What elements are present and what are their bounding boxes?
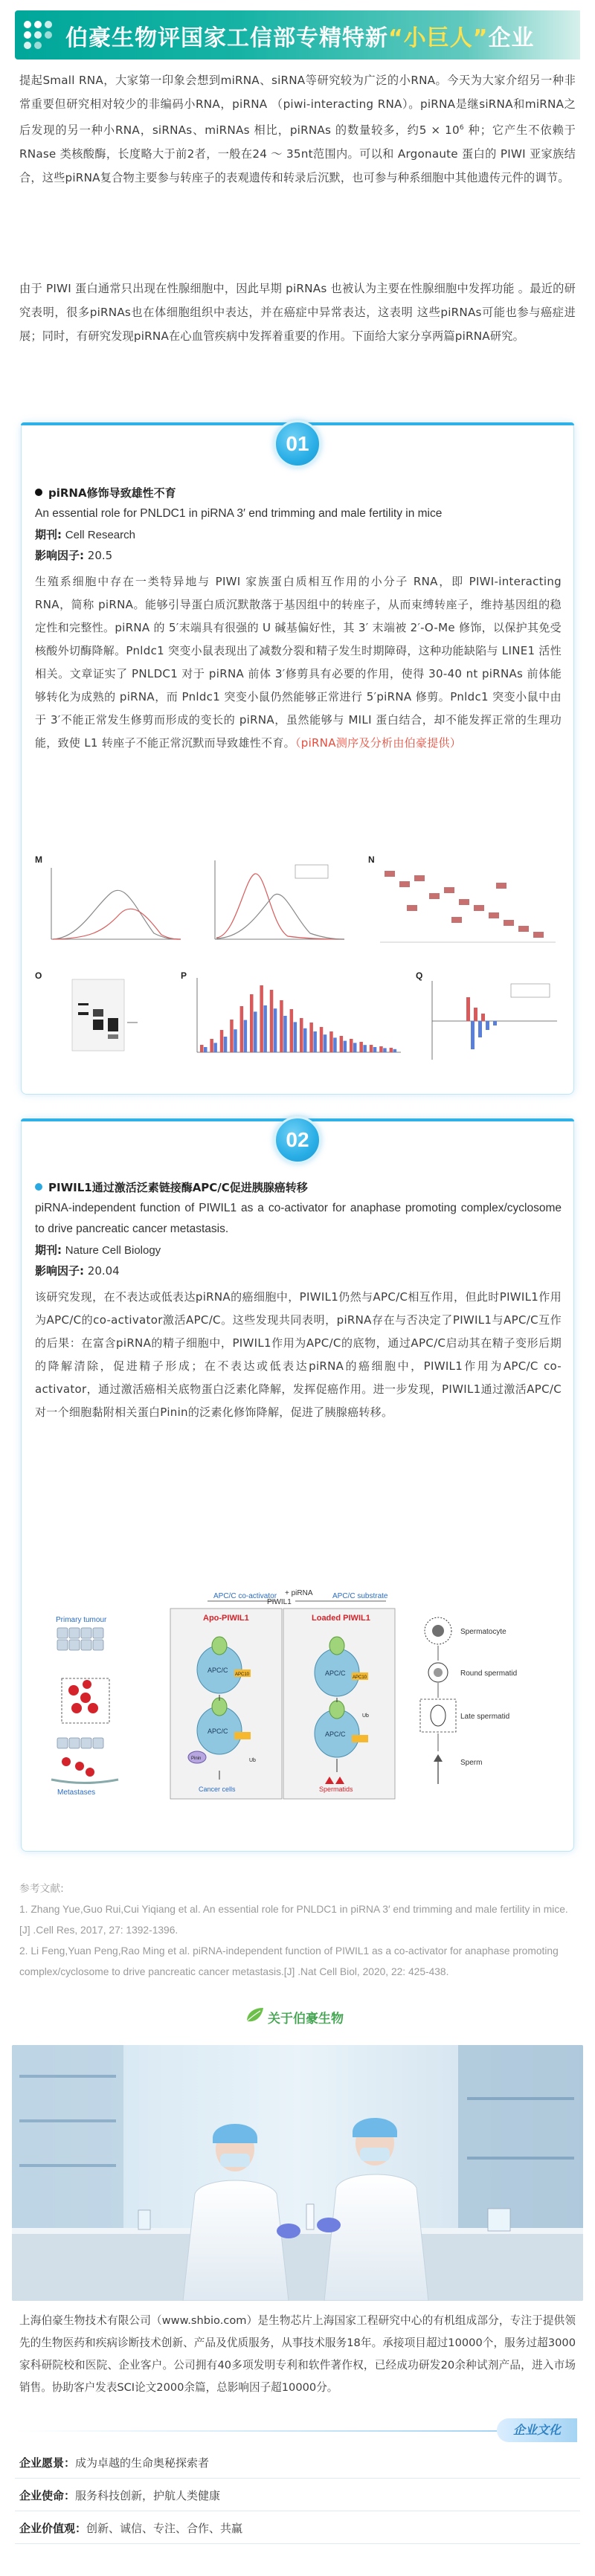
histogram-bar [263,1005,267,1052]
histogram-bar [359,1042,363,1052]
culture-separator [15,2478,580,2479]
histogram-bar [260,985,263,1052]
histogram-bar [230,1020,234,1052]
histogram-bar [309,1023,313,1052]
histogram-bar [270,990,274,1052]
article-card-1 [21,422,574,1095]
label-spermatids: Spermatids [319,1786,353,1793]
label-metastases: Metastases [57,1788,96,1797]
histogram-bar [379,1046,383,1052]
svg-text:Ub: Ub [362,1713,369,1719]
histogram-bar [390,1048,393,1052]
bullet-icon [35,1183,42,1191]
article-english-title: An essential role for PNLDC1 in piRNA 3′ end trimming and male fertility in mice [35,507,443,520]
histogram-bar [220,1030,224,1052]
label-apc-coactivator: APC/C co-activator [213,1592,277,1600]
histogram-bar [363,1045,367,1052]
references-title: 参考文献: [19,1883,64,1895]
svg-text:APC/C: APC/C [325,1730,346,1738]
panel-m-chart [42,862,184,951]
bullet-icon [35,489,42,496]
article-number-badge: 02 [274,1116,321,1164]
histogram-bar [294,1022,298,1052]
article-body: 该研究发现，在不表达或低表达piRNA的癌细胞中，PIWIL1仍然与APC/C相互作用，但此时PIWIL1作用为APC/C的co-activator激活APC/C。这些发现共同表明，piRNA存在与否决定了PIWIL1与APC/C互作的后果：在富含piRNA的精子细胞中，PIWIL1作用为APC/C的底物，通过APC/C启动其在精子变形后期的降解清除，促进精子形成；在不表达或低表达piRNA的癌细胞中，PIWIL1作用为APC/C co-activator，通过激活癌相关底物蛋白泛素化降解，发挥促癌作用。进一步发现，PIWIL1通过激活APC/C对一个细胞黏附相关蛋白Pinin的泛素化修饰降解，促进了胰腺癌转移。 [35,1290,562,1419]
panel-label-q: Q [416,970,423,981]
svg-text:APC10: APC10 [235,1672,250,1677]
header-banner [15,10,580,59]
reference-item-2: 2. Li Feng,Yuan Peng,Rao Ming et al. piRNA-independent function of PIWIL1 as a co-activator for anaphase promoting complex/cyclosome to drive pancreatic cancer metastasis.[J] .Nat Cell Biol, 2020, 22: 425-438. [19,1945,559,1977]
article-title: piRNA修饰导致雄性不育 [35,483,562,503]
histogram-bar [204,1047,208,1052]
reference-item-1: 1. Zhang Yue,Guo Rui,Cui Yiqiang et al. An essential role for PNLDC1 in piRNA 3′ end trimming and male fertility in mice.[J] .Cell Res, 2017, 27: 1392-1396. [19,1904,568,1936]
article-card-2 [21,1118,574,1852]
label-spermatocyte: Spermatocyte [460,1628,506,1636]
article-english-title: piRNA-independent function of PIWIL1 as a co-activator for anaphase promoting complex/cyclosome to drive pancreatic cancer metastasis. [35,1202,562,1235]
label-loaded-piwil1: Loaded PIWIL1 [312,1614,370,1623]
histogram-bar [353,1043,357,1052]
svg-text:Ub: Ub [249,1758,256,1763]
panel-n-chart [377,860,559,950]
histogram-bar [303,1028,307,1052]
histogram-bar [200,1045,204,1052]
label-pirna: + piRNA [285,1589,313,1597]
culture-row-vision: 企业愿景：成为卓越的生命奥秘探索者 [19,2456,210,2470]
journal-line: 期刊: Cell Research [35,528,135,541]
histogram-bar [240,1006,244,1052]
article-body: 生殖系细胞中存在一类特异地与 PIWI 家族蛋白质相互作用的小分子 RNA，即 PIWI-interacting RNA，简称 piRNA。能够引导蛋白质沉默散落于基因组中的转座子，从而束缚转座子，维持基因组的稳定性和完整性。piRNA 的 5′末端具有很强的 U 碱基偏好性，其 3′ 末端被 2′-O-Me 修饰，以保护其免受核酸外切酶降解。Pnldc1 突变小鼠表现出了减数分裂和精子发生时期障碍，这种功能缺陷与 LINE1 活性相关。文章证实了 PNLDC1 对于 piRNA 前体 3′修剪具有必要的作用，使得 30-40 nt piRNAs 前体能够转化为成熟的 piRNA，而 Pnldc1 突变小鼠仍然能够正常进行 5′piRNA 修剪。Pnldc1 突变小鼠中由于 3′不能正常发生修剪而形成的变长的 piRNA，虽然能够与 MILI 蛋白结合，却不能发挥正常的生理功能，致使 L1 转座子不能正常沉默而导致雄性不育。（piRNA测序及分析由伯豪提供） [35,575,562,750]
panel-m2-chart [206,854,347,951]
impact-factor-line: 影响因子: 20.5 [35,549,113,562]
histogram-bar [333,1037,337,1052]
svg-text:Pinin: Pinin [191,1756,202,1761]
label-apc-substrate: APC/C substrate [332,1592,388,1600]
lab-photo [12,2045,583,2301]
article-number-badge: 01 [274,420,321,468]
histogram-bar [250,994,254,1052]
histogram-bar [234,1029,237,1052]
impact-factor-line: 影响因子: 20.04 [35,1264,120,1278]
panel-label-p: P [181,970,187,981]
culture-row-mission: 企业使命：服务科技创新，护航人类健康 [19,2489,221,2502]
svg-text:APC/C: APC/C [208,1727,228,1735]
about-header [0,2003,595,2030]
histogram-bar [313,1031,317,1052]
source-note: （piRNA测序及分析由伯豪提供） [295,736,462,750]
histogram-bar [244,1020,248,1052]
intro-paragraph-1: 提起Small RNA，大家第一印象会想到miRNA、siRNA等研究较为广泛的小RNA。今天为大家介绍另一种非常重要但研究相对较少的非编码小RNA，piRNA （piwi-interacting RNA）。piRNA是继siRNA和miRNA之后发现的另一种小RNA，siRNAs、miRNAs 相比，piRNAs 的数量较多，约$5 \times 10^6$ 种；它产生不依赖于RNase 类核酸酶，长度略大于前2者，一般在24 ～ 35nt范围内。可以和 Argonaute 蛋白的 PIWI 亚家族结合，这些piRNA复合物主要参与转座子的表观遗传和转录后沉默，也可参与种系细胞中其他遗传元件的调节。 [19,74,576,185]
svg-text:APC/C: APC/C [208,1667,228,1674]
label-piwil1: PIWIL1 [267,1598,292,1606]
leaf-logo-icon [244,2005,266,2026]
culture-tab: 企业文化 [497,2418,577,2442]
label-round-spermatid: Round spermatid [460,1669,518,1678]
svg-text:APC10: APC10 [353,1675,367,1680]
histogram-bar [344,1041,347,1052]
histogram-bar [290,1009,294,1052]
histogram-bar [283,1016,287,1052]
intro-paragraph-2: 由于 PIWI 蛋白通常只出现在性腺细胞中，因此早期 piRNAs 也被认为主要在性腺细胞中发挥功能 。最近的研究表明，很多piRNAs也在体细胞组织中表达，并在癌症中异常表达，这表明 这些piRNAs可能也参与癌症进展；同时，有研究发现piRNA在心血管疾病中发挥着重要的作用。下面给大家分享两篇piRNA研究。 [19,282,576,343]
culture-row-values: 企业价值观：创新、诚信、专注、合作、共赢 [19,2522,243,2535]
histogram-bar [329,1031,333,1052]
histogram-bar [383,1048,387,1052]
mechanism-figure [44,1589,553,1812]
histogram-bar [373,1047,377,1052]
figure-panels [35,854,562,1070]
panel-q-chart [422,975,560,1066]
label-late-spermatid: Late spermatid [460,1713,510,1721]
logo-dots-icon [24,21,52,49]
panel-label-m: M [35,854,42,865]
culture-separator [15,2543,580,2544]
histogram-bar [274,1008,277,1052]
svg-text:APC/C: APC/C [325,1669,346,1677]
culture-divider [15,2430,497,2432]
panel-label-n: N [368,854,375,865]
histogram-bar [224,1037,228,1052]
histogram-bar [324,1034,327,1052]
histogram-bar [350,1039,353,1052]
histogram-bar [393,1049,397,1052]
histogram-bar [280,1000,283,1052]
histogram-bar [210,1039,213,1052]
references [19,1878,576,1983]
header-title: 伯豪生物评国家工信部专精特新“小巨人”企业 [65,25,535,51]
label-apo-piwil1: Apo-PIWIL1 [203,1614,249,1623]
panel-label-o: O [35,970,42,981]
panel-p-chart [188,973,404,1066]
tumour-cells-illustration [51,1628,118,1783]
label-sperm: Sperm [460,1759,483,1767]
label-cancer-cells: Cancer cells [199,1786,236,1793]
histogram-bar [320,1027,324,1052]
panel-o-gel [50,973,154,1066]
spermatogenesis-illustration [420,1617,456,1784]
label-primary-tumour: Primary tumour [56,1616,107,1624]
histogram-bar [254,1011,257,1052]
journal-line: 期刊: Nature Cell Biology [35,1243,161,1257]
about-text: 上海伯豪生物技术有限公司（www.shbio.com）是生物芯片上海国家工程研究中心的有机组成部分，专注于提供领先的生物医药和疾病诊断技术创新、产品及优质服务，从事技术服务18年。承接项目超过10000个，服务过超3000家科研院校和医院、企业客户。公司拥有40多项发明专利和软件著作权，已经成功研发20余种试剂产品，进入市场销售。协助客户发表SCI论文2000余篇，总影响因子超10000分。 [19,2314,576,2394]
about-title: 关于伯豪生物 [268,2012,344,2026]
histogram-bar [300,1018,303,1052]
histogram-bar [213,1043,217,1052]
histogram-bar [340,1036,344,1052]
histogram-bar [370,1045,373,1052]
article-title: PIWIL1通过激活泛素链接酶APC/C促进胰腺癌转移 [35,1177,562,1198]
